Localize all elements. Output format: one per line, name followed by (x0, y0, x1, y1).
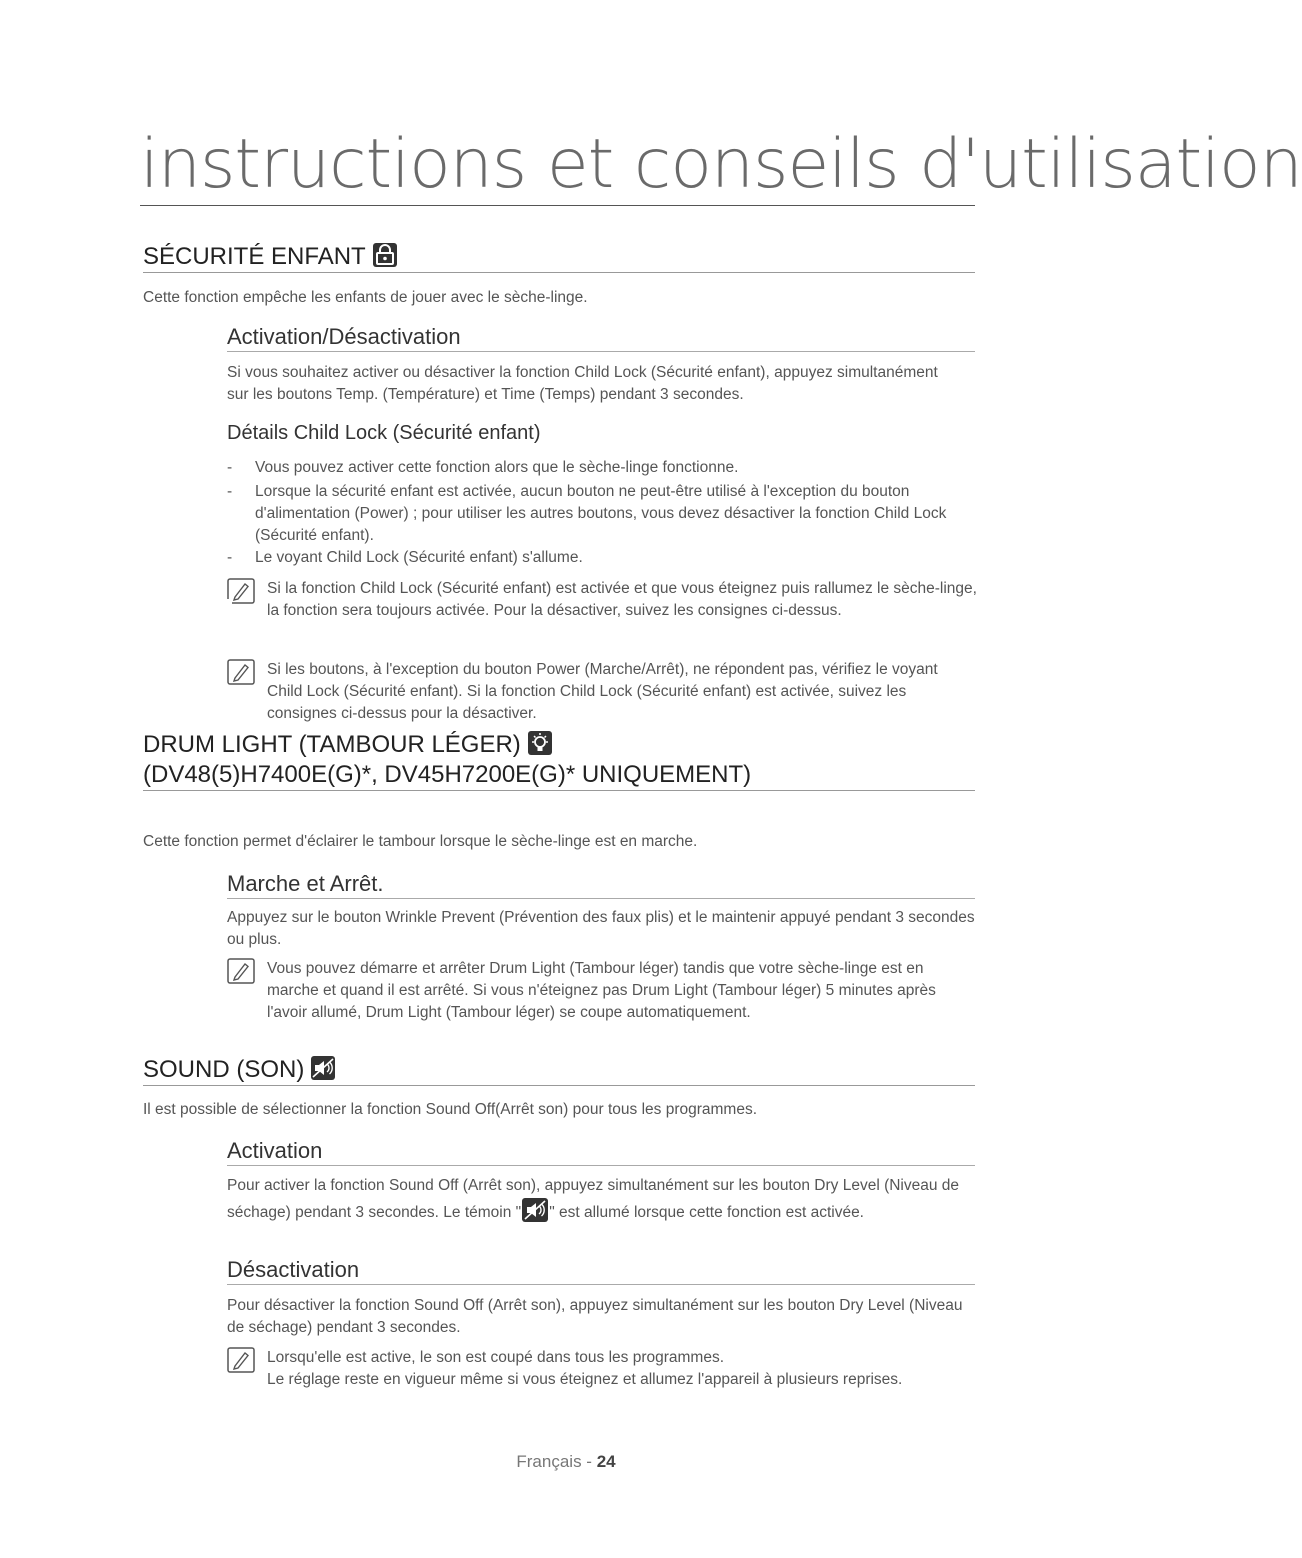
light-bulb-icon (527, 730, 553, 756)
sound-heading-text: SOUND (SON) (143, 1056, 305, 1083)
list-item: - Vous pouvez activer cette fonction alors que le sèche-linge fonctionne. (227, 459, 739, 476)
sound-off-icon (521, 1197, 549, 1223)
page-number: 24 (596, 1452, 616, 1471)
drum-light-heading (143, 730, 975, 791)
sound-deactivation-text: Pour désactiver la fonction Sound Off (Arrêt son), appuyez simultanément sur les bouton Dry Level (Niveau de séchage) pendant 3 secondes. (227, 1297, 963, 1336)
sound-activation-text: Pour activer la fonction Sound Off (Arrêt son), appuyez simultanément sur les bouton Dry Level (Niveau de séchage) pendant 3 secondes. Le témoin " " est allumé lorsque cette fonction est activée. (227, 1177, 960, 1221)
drum-light-intro: Cette fonction permet d'éclairer le tambour lorsque le sèche-linge est en marche. (143, 833, 698, 850)
activation-deactivation-text: Si vous souhaitez activer ou désactiver la fonction Child Lock (Sécurité enfant), appuyez simultanément sur les boutons Temp. (Température) et Time (Temps) pendant 3 secondes. (227, 364, 938, 403)
child-lock-intro: Cette fonction empêche les enfants de jouer avec le sèche-linge. (143, 289, 588, 306)
note: Si les boutons, à l'exception du bouton Power (Marche/Arrêt), ne répondent pas, vérifiez le voyant Child Lock (Sécurité enfant). Si la fonction Child Lock (Sécurité enfant) est activée, suivez les consignes ci-dessus pour la désactiver. (227, 659, 977, 725)
note-pencil-icon (227, 659, 255, 685)
note-pencil-icon (227, 578, 255, 604)
drum-light-heading-line2: (DV48(5)H7400E(G)*, DV45H7200E(G)* UNIQUEMENT) (143, 761, 752, 788)
on-off-text: Appuyez sur le bouton Wrinkle Prevent (Prévention des faux plis) et le maintenir appuyé pendant 3 secondes ou plus. (227, 909, 975, 948)
sound-heading (143, 1055, 975, 1086)
list-item: - Lorsque la sécurité enfant est activée, aucun bouton ne peut-être utilisé à l'exception du bouton d'alimentation (Power) ; pour utiliser les autres boutons, vous devez désactiver la fonction Child Lock (Sécurité enfant). (227, 483, 947, 544)
note: Si la fonction Child Lock (Sécurité enfant) est activée et que vous éteignez puis rallumez le sèche-linge, la fonction sera toujours activée. Pour la désactiver, suivez les consignes ci-dessus. (227, 578, 977, 622)
on-off-heading: Marche et Arrêt. (227, 870, 975, 899)
sound-activation-heading: Activation (227, 1137, 975, 1166)
sound-deactivation-heading: Désactivation (227, 1256, 975, 1285)
drum-light-heading-line1: DRUM LIGHT (TAMBOUR LÉGER) (143, 731, 521, 758)
child-lock-details-heading: Détails Child Lock (Sécurité enfant) (227, 422, 541, 444)
sound-off-icon (310, 1055, 336, 1081)
footer-language: Français - (516, 1452, 597, 1471)
note-pencil-icon (227, 1347, 255, 1373)
activation-deactivation-heading: Activation/Désactivation (227, 323, 975, 352)
note-pencil-icon (227, 958, 255, 984)
page-title: instructions et conseils d'utilisation (140, 125, 1302, 204)
child-lock-heading (143, 242, 975, 273)
sound-intro: Il est possible de sélectionner la fonction Sound Off(Arrêt son) pour tous les programmes. (143, 1101, 757, 1118)
child-lock-heading-text: SÉCURITÉ ENFANT (143, 243, 366, 270)
padlock-icon (372, 242, 398, 268)
note: Lorsqu'elle est active, le son est coupé dans tous les programmes. Le réglage reste en vigueur même si vous éteignez et allumez l'appareil à plusieurs reprises. (227, 1347, 987, 1391)
note: Vous pouvez démarre et arrêter Drum Light (Tambour léger) tandis que votre sèche-linge est en marche et quand il est arrêté. Si vous n'éteignez pas Drum Light (Tambour léger) 5 minutes après l'avoir allumé, Drum Light (Tambour léger) se coupe automatiquement. (227, 958, 977, 1024)
list-item: - Le voyant Child Lock (Sécurité enfant) s'allume. (227, 549, 583, 566)
page-footer (0, 1452, 1132, 1472)
